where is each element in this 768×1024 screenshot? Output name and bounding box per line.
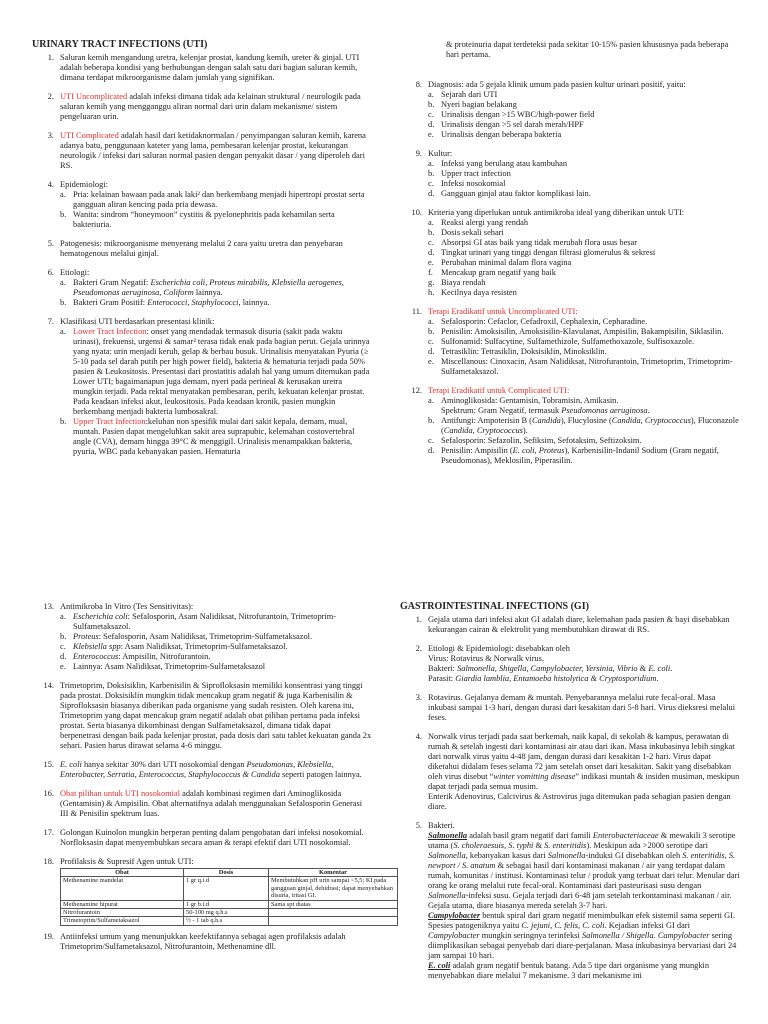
table-row: Nitrofurantoin 50-100 mg q.h.s [61, 909, 398, 917]
prophylaxis-table [60, 868, 398, 926]
highlight-term: Terapi Eradikatif untuk Uncomplicated UTI: [428, 307, 578, 316]
list-item: 1. Gejala utama dari infeksi akut GI adalah diare, kelemahan pada pasien & bayi disebabkan kekurangan cairan & elektrolit yang membutuhkan dirawat di RS. [415, 615, 730, 634]
list-item: 19. Antiinfeksi umum yang menunjukkan keefektifannya sebagai agen profilaksis adalah Trimetoprim/Sulfametaksazol, Nitrofurantoin, Methenamine dll. [43, 931, 346, 951]
list-item: 16. Obat pilihan untuk UTI nosokomial adalah kombinasi regimen dari Aminoglikosida (Gentamisin) & Ampisilin. Obat alternatifnya adalah menggunakan Sefalosporin Generasi III & Penisilin spektrum luas. [43, 789, 363, 818]
highlight-term: UTI Uncomplicated [60, 92, 128, 101]
sub-item: a. Lower Tract Infection: onset yang mendadak termasuk disuria (sakit pada waktu urinasi), frekuensi, urgensi & samar² terasa tidak enak pada bagian perut. Gejala urinnya yang nyata: urin menjadi keruh, gelap & berbau busuk. Urinalisis menyatakan Pyuria (≥ 5-10 pada sel darah putih per high power field), bakteria & hematuria terjadi pada 50% pasien & Leukositosis. Presentasi dari prostatitis adalah hal yang umum ditemukan pada Lower UTI; bagaimanapun juga demam, nyeri pada perineal & kerusakan uretra mungkin terjadi. Pada rektal menyatakan pembesaran, perih, kekuatan kelenjar prostat. Pada keadaan infeksi akut, leukositosis. Pada keadaan kronik, pasien mungkin berkembang menjadi bakteria lumbosakral. [60, 327, 370, 416]
list-item: 4. Norwalk virus terjadi pada saat berkemah, naik kapal, di sekolah & kampus, perawatan di rumah & setelah ingesti dari kontaminasi air atau dari ikan. Masa inkubasinya lebih singkat dari norwalk virus yaitu 4-48 jam, dengan durasi dari kesakitan 1-2 hari. Virus dapat diketahui didalam feses selama 72 jam setelah onset dari kesakitan. Sakit yang disebabkan oleh virus disebut “winter vomitting disease” indikasi muntah & insiden musiman, meskipun dapat terjadi pada semua musim. Enterik Adenovirus, Calcivirus & Astrovirus juga ditemukan pada sebagian pasien dengan diare. [415, 732, 740, 811]
list-item: 10. Kriteria yang diperlukan untuk antimikroba ideal yang diberikan untuk UTI: a. Reaksi alergi yang rendah b. Dosis sekali sehari c. Absorpsi GI atas baik yang tidak merubah flora usus besar d. Tingkat urinari yang tinggi dengan filtrasi glomerulus & sekresi e. Perubahan minimal dalam flora vagina f. Mencakup gram negatif yang baik g. Biaya rendah h. Kecilnya daya resisten [411, 208, 685, 297]
list-item: 4. Epidemiologi: a. Pria: kelainan bawaan pada anak laki² dan berkembang menjadi hipertropi prostat serta gangguan aliran kencing pada pria dewasa. b. Wanita: sindrom “honeymoon” cystitis & pyelonephritis pada kehamilan serta bakteriuria. [32, 180, 372, 230]
highlight-term: Upper Tract Infection [73, 417, 146, 426]
table-row: Trimetoprim/Sulfametaksazol ½ - 1 tab q.h.s [61, 917, 398, 925]
list-item: 9. Kultur: a. Infeksi yang berulang atau kambuhan b. Upper tract infection c. Infeksi nosokomial d. Gangguan ginjal atau faktor komplikasi lain. [415, 149, 591, 198]
sub-item: a. Bakteri Gram Negatif: Escherichia coli, Proteus mirabilis, Klebsiella aerogenes, Pseudomonas aeruginosa, Coliform lainnya. [60, 278, 344, 297]
continued-text: & proteinuria dapat terdeteksi pada sekitar 10-15% pasien khususnya pada beberapa hari pertama. [446, 40, 729, 59]
list-item: 1. Saluran kemih mengandung uretra, kelenjar prostat, kandung kemih, ureter & ginjal. UTI adalah beberapa kondisi yang berhubungan dengan salah satu dari bagian saluran kemih, dimana terdapat mikroorganisme dalam jumlah yang signifikan. [47, 53, 360, 82]
highlight-term: Obat pilihan untuk UTI nosokomial [60, 789, 181, 798]
highlight-term: Lower Tract Infection [73, 327, 147, 336]
list-item: 7. Klasifikasi UTI berdasarkan presentasi klinik: a. Lower Tract Infection: onset yang mendadak termasuk disuria (sakit pada waktu urinasi), frekuensi, urgensi & samar² terasa tidak enak pada bagian perut. Gejala urinnya yang nyata: urin menjadi keruh, gelap & berbau busuk. Urinalisis menyatakan Pyuria (≥ 5-10 pada sel darah putih per high power field), bakteria & hematuria terjadi pada 50% pasien & Leukositosis. Presentasi dari prostatitis adalah hal yang umum ditemukan pada Lower UTI; bagaimanapun juga demam, nyeri pada perineal & kerusakan uretra mungkin terjadi. Pada rektal menyatakan pembesaran, perih, kekuatan kelenjar prostat. Pada keadaan infeksi akut, leukositosis. Pada keadaan kronik, pasien mungkin berkembang menjadi bakteria lumbosakral. b. Upper Tract Infection:keluhan non spesifik mulai dari sakit kepala, demam, mual, muntah. Pasien dapat mengeluhkan sakit area suprapubic, kelemahan costovertebral angle (CVA), demam hingga 39°C & menggigil. Urinalisis menampakkan bakteria, pyuria, WBC pada kebanyakan pasien. Hematuria [32, 317, 372, 457]
list-item: 15. E. coli hanya sekitar 30% dari UTI nosokomial dengan Pseudomonas, Klebsiella, Enterobacter, Serratia, Enterococcus, Staphylococcus & Candida seperti patogen lainnya. [43, 760, 362, 779]
list-item: 5. Bakteri. Salmonella adalah basil gram negatif dari famili Enterobacteriaceae & mewakili 3 serotipe utama (S. choleraesuis, S. typhi & S. enteritidis). Meskipun ada >2000 serotipe dari Salmonella, kebanyakan kasus dari Salmonella-induksi GI disebabkan oleh S. enteritidis, S. newport / S. anatum & sebagai hasil dari kontaminasi makanan / air yang terdapat dalam rumah, komunitas / institusi. Kontaminasi telur / produk yang terbuat dari telur. Menular dari orang ke orang melalui rute fecal-oral. Kontaminasi dari pasteurisasi susu dengan Salmonella-infeksi susu. Gejala terjadi dari 6-48 jam setelah terkontaminasi makanan / air. Gejala utama, diare biasanya mereda setelah 3-7 hari. Campylobacter bentuk spiral dari gram negatif menimbulkan efek sistemil sama seperti GI. Spesies patogeniknya yaitu C. jejuni, C. felis, C. coli. Kejadian infeksi GI dari Campylobacter mungkin seringnya terinfeksi Salmonella / Shigella. Campylobacter sering diimplikasikan sebagai penyebab dari diare-perjalanan. Masa inkubasinya bervariasi dari 24 jam sampai 10 hari. E. coli adalah gram negatif bentuk batang. Ada 5 tipe dari organisme yang mungkin menyebabkan diare melalui 7 mekanisme. 3 dari mekanisme ini [415, 821, 740, 980]
list-item: 2. Etiologi & Epidemiologi: disebabkan oleh Virus: Rotavirus & Norwalk virus. Bakteri: Salmonella, Shigella, Campylobacter, Yersinia, Vibrio & E. coli. Parasit: Giardia lamblia, Entamoeba histolytica & Cryptosporidium. [415, 644, 673, 683]
list-item: 3. Rotavirus. Gejalanya demam & muntah. Penyebarannya melalui rute fecal-oral. Masa inkubasi sampai 1-3 hari, dengan durasi dari kesakitan dari 5-8 hari. Virus dieksresi melalui feses. [415, 693, 736, 722]
list-item: 8. Diagnosis: ada 5 gejala klinik umum pada pasien kultur urinari positif, yaitu: a. Sejarah dari UTI b. Nyeri bagian belakang c. Urinalisis dengan >15 WBC/high-power field d. Urinalisis dengan >5 sel darah merah/HPF e. Urinalisis dengan beberapa bakteria [415, 80, 686, 139]
list-item: 17. Golongan Kuinolon mungkin berperan penting dalam pengobatan dari infeksi nosokomial. Norfloksasin dapat menyembuhkan secara aman & terapi efektif dari UTI nosokomial. [43, 828, 364, 847]
list-item: 14. Trimetoprim, Doksisiklin, Karbenisilin & Siprofloksasin memiliki konsentrasi yang tinggi pada prostat. Doksisiklin mungkin tidak mencakup gram negatif & juga Karbenisilin & Siprofloksasin biasanya diberikan pada organisme yang sudah resisten. Oleh karena itu, Trimetoprim yang dapat mencakup gram negatif adalah obat pilihan pertama pada infeksi prostat. Serta biasanya dikombinasi dengan Sulfametaksazol, dimana tidak dapat berpenetrasi dengan baik pada kelenjar prostat, pada dosis dari satu tablet kekuatan ganda 2x sehari. Pasien harus dirawat selama 4-6 minggu. [43, 681, 372, 750]
uti-section-right [400, 40, 740, 475]
list-item: 12. Terapi Eradikatif untuk Complicated UTI: a. Aminoglikosida: Gentamisin, Tobramisin, Amikasin. Spektrum: Gram Negatif, termasuk Pseudomonas aeruginosa. b. Antifungi: Ampoterisin B (Candida), Flucylosine (Candida, Cryptococcus), Fluconazole (Candida, Cryptococcus). c. Sefalosporin: Sefazolin, Sefiksim, Sefotaksim, Seftizoksim. d. Penisilin: Ampisilin (E. coli, Proteus), Karbenisilin-Indanil Sodium (Gram negatif, Pseudomonas), Meklosilin, Piperasilin. [411, 386, 739, 465]
gi-heading: GASTROINTESTINAL INFECTIONS (GI) [400, 601, 589, 612]
uti-section-left [32, 40, 372, 466]
list-item: 5. Patogenesis: mikroorganisme menyerang melalui 2 cara yaitu uretra dan penyebaran hematogenous melalui ginjal. [47, 239, 343, 258]
sub-item: b. Wanita: sindrom “honeymoon” cystitis & pyelonephritis pada kehamilan serta bakteriuria. [60, 210, 335, 229]
table-row: Methenamine hipurat 1 gr b.i.d Sama spt diatas [61, 900, 398, 908]
list-item: 11. Terapi Eradikatif untuk Uncomplicated UTI: a. Sefalosporin: Cefaclor, Cefadroxil, Cephalexin, Cepharadine. b. Penisilin: Amoksisilin, Amoksisilin-Klavulanat, Ampisilin, Bakampisilin, Siklasilin. c. Sulfonamid: Sulfacytine, Sulfamethizole, Sulfamethoxazole, Sulfisoxazole. d. Tetrasiklin: Tetrasiklin, Doksisiklin, Minoksiklin. e. Miscellanous: Cinoxacin, Asam Nalidiksat, Nitrofurantoin, Trimetoprim, Trimetoprim-Sulfametaksazol. [400, 307, 740, 377]
gi-section [400, 602, 740, 990]
list-item: 13. Antimikroba In Vitro (Tes Sensitivitas): a. Escherichia coli: Sefalosporin, Asam Nalidiksat, Nitrofurantoin, Trimetoprim-Sulfametaksazol. b. Proteus: Sefalosporin, Asam Nalidiksat, Trimetoprim-Sulfametaksazol. c. Klebsiella spp: Asam Nalidiksat, Trimetoprim-Sulfametaksazol. d. Enterococcus: Ampisilin, Nitrofurantoin. e. Lainnya: Asam Nalidiksat, Trimetoprim-Sulfametaksazol [43, 602, 337, 671]
sub-item: b. Bakteri Gram Positif: Enterococci, Staphylococci, lainnya. [60, 298, 270, 307]
highlight-term: UTI Complicated [60, 131, 119, 140]
table-row: Methenamine mandelat 1 gr q.i.d Membutuhkan pH urin sampai <5,5; KI pada gangguan ginjal, dehidrasi; dapat menyebabkan disuria, iritasi GI. [61, 877, 398, 900]
list-item: 3. UTI Complicated adalah hasil dari ketidaknormalan / penyimpangan saluran kemih, karena adanya batu, penggunaan kateter yang lama, pembesaran kelenjar prostat, kekurangan neurologik / infeksi dari saluran normal pasien dengan penyakit dasar / yang diperoleh dari RS. [47, 131, 366, 170]
highlight-term: Terapi Eradikatif untuk Complicated UTI: [428, 386, 570, 395]
list-item: 2. UTI Uncomplicated adalah infeksi dimana tidak ada kelainan struktural / neurologik pada saluran kemih yang mengganggu aliran normal dari urin dalam mekanisme/ sistem pengeluaran urin. [47, 92, 361, 121]
sub-item: a. Pria: kelainan bawaan pada anak laki² dan berkembang menjadi hipertropi prostat serta gangguan aliran kencing pada pria dewasa. [60, 190, 365, 209]
sub-item: b. Upper Tract Infection:keluhan non spesifik mulai dari sakit kepala, demam, mual, muntah. Pasien dapat mengeluhkan sakit area suprapubic, kelemahan costovertebral angle (CVA), demam hingga 39°C & menggigil. Urinalisis menampakkan bakteria, pyuria, WBC pada kebanyakan pasien. Hematuria [60, 417, 355, 456]
uti-heading: URINARY TRACT INFECTIONS (UTI) [32, 39, 208, 50]
uti-section-bottom [32, 602, 393, 961]
list-item: 6. Etiologi: a. Bakteri Gram Negatif: Escherichia coli, Proteus mirabilis, Klebsiella aerogenes, Pseudomonas aeruginosa, Coliform lainnya. b. Bakteri Gram Positif: Enterococci, Staphylococci, lainnya. [32, 268, 372, 308]
table-header-row: Obat Dosis Komentar [61, 869, 398, 877]
list-item: 18. Profilaksis & Supresif Agen untuk UTI: Obat Dosis Komentar Methenamine mandelat 1 gr q.i.d Membutuhkan pH urin sampai <5,5; KI pada gangguan ginjal, dehidrasi; dapat menyebabkan disuria, iritasi GI. Methenamine hipurat 1 gr b.i.d Sama spt diatas Nitrofurantoin 50-100 mg q.h.s Trimetoprim/Sulfametaksazol ½ - 1 tab q.h.s [32, 857, 372, 926]
